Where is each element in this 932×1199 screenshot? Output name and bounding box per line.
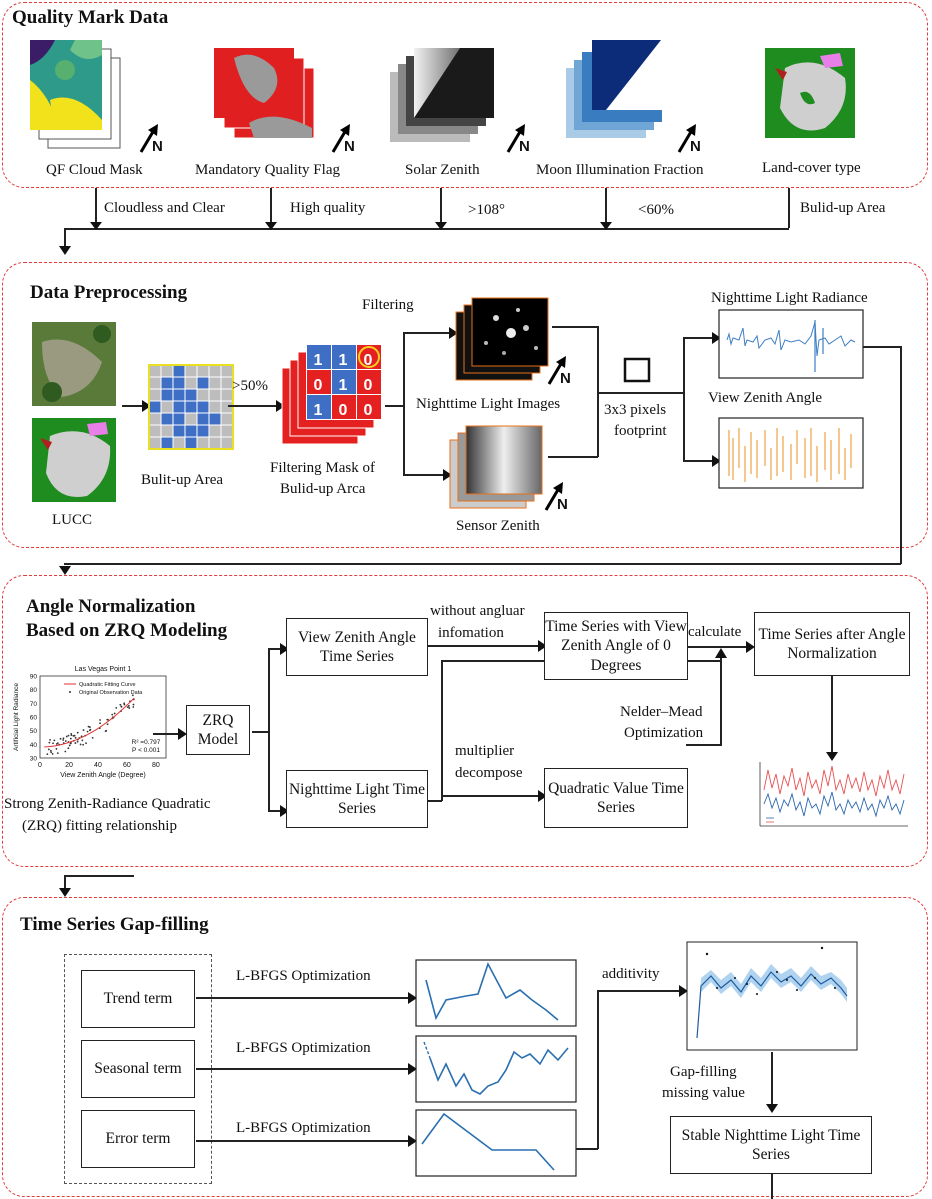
y-tick-label: 30 <box>29 755 37 763</box>
arrow-down-icon <box>435 222 447 230</box>
scatter-point <box>92 737 94 739</box>
north-label: N <box>344 138 355 155</box>
x-tick-label: 20 <box>65 762 73 769</box>
quad-value-box: Quadratic Value Time Series <box>544 768 688 828</box>
legend-dot <box>69 691 71 693</box>
grid-cell <box>209 425 221 437</box>
mask-cell: 1 <box>338 352 348 369</box>
y-tick-label: 60 <box>29 714 37 722</box>
flow-line <box>196 997 410 999</box>
scatter-point <box>107 723 109 725</box>
grid-cell <box>161 401 173 413</box>
zrq-model-box: ZRQ Model <box>186 705 250 755</box>
scatter-point <box>74 735 76 737</box>
ts-zero-box: Time Series with View Zenith Angle of 0 Degrees <box>544 612 688 680</box>
scatter-point <box>64 751 66 753</box>
scatter-point <box>66 736 68 738</box>
scatter-point <box>50 750 52 752</box>
preprocessing-title: Data Preprocessing <box>30 282 188 303</box>
satellite-image <box>32 322 116 406</box>
grid-cell <box>173 413 185 425</box>
scatter-point <box>57 752 59 754</box>
angle-title-2: Based on ZRQ Modeling <box>26 620 228 641</box>
grid-cell <box>209 377 221 389</box>
additivity-label: additivity <box>602 966 660 982</box>
condition-high-quality: High quality <box>290 200 366 216</box>
gap-label-2: missing value <box>662 1085 745 1101</box>
flow-line <box>788 188 790 228</box>
flow-line <box>686 744 721 746</box>
scatter-point <box>49 739 51 741</box>
grid-cell <box>197 389 209 401</box>
grid-cell <box>221 425 233 437</box>
flow-line <box>441 795 539 797</box>
y-axis-label: Artificial Light Radiance <box>13 683 20 751</box>
flow-line <box>252 731 269 733</box>
flow-line <box>228 405 278 407</box>
grid-cell <box>209 413 221 425</box>
y-tick-label: 40 <box>29 741 37 749</box>
flow-line <box>441 660 443 801</box>
north-label: N <box>560 370 571 387</box>
condition-moon: <60% <box>638 202 674 218</box>
scatter-point <box>50 751 52 753</box>
scatter-point <box>80 744 82 746</box>
scatter-point <box>62 739 64 741</box>
scatter-point <box>70 743 72 745</box>
footprint-label-1: 3x3 pixels <box>604 402 667 418</box>
scatter-point <box>132 706 134 708</box>
grid-cell <box>185 401 197 413</box>
scatter-point <box>70 738 72 740</box>
builtup-grid <box>148 364 234 450</box>
grid-cell <box>221 401 233 413</box>
flow-line <box>863 346 901 348</box>
scatter-point <box>111 714 113 716</box>
flow-line <box>64 563 901 565</box>
x-tick-label: 80 <box>152 762 160 769</box>
scatter-point <box>77 741 79 743</box>
flow-line <box>196 1140 410 1142</box>
x-tick-label: 0 <box>38 762 42 769</box>
scatter-point <box>105 730 107 732</box>
error-chart <box>416 1110 576 1176</box>
flow-line <box>268 648 270 811</box>
scatter-point <box>56 748 58 750</box>
trend-chart <box>416 960 576 1026</box>
flow-line <box>576 1148 598 1150</box>
scatter-point <box>69 745 71 747</box>
nelder-1: Nelder–Mead <box>620 704 703 720</box>
flow-line <box>403 332 451 334</box>
grid-cell <box>149 437 161 449</box>
x-tick-label: 40 <box>94 762 102 769</box>
scatter-point <box>115 707 117 709</box>
scatter-point <box>52 742 54 744</box>
mask-cell: 0 <box>313 377 323 394</box>
solar-zenith-stack <box>390 48 510 158</box>
scatter-point <box>74 742 76 744</box>
grid-cell <box>173 365 185 377</box>
grid-cell <box>209 365 221 377</box>
flow-line <box>688 646 748 648</box>
scatter-point <box>123 702 125 704</box>
lbfgs-label-3: L-BFGS Optimization <box>236 1120 371 1136</box>
multiplier-2: decompose <box>455 765 523 781</box>
flow-line <box>548 456 598 458</box>
grid-cell <box>185 425 197 437</box>
legend-entry: Original Observation Data <box>79 690 143 696</box>
grid-cell <box>209 389 221 401</box>
land-cover-map <box>765 48 855 138</box>
scatter-point <box>81 739 83 741</box>
scatter-point <box>87 731 89 733</box>
normalized-series-chart <box>752 760 912 834</box>
grid-cell <box>161 413 173 425</box>
zrq-scatter-plot <box>10 662 175 782</box>
y-tick-label: 50 <box>29 728 37 736</box>
gapfill-title: Time Series Gap-filling <box>20 914 209 935</box>
ntl-images-stack <box>456 298 552 384</box>
scatter-point <box>63 737 65 739</box>
nelder-2: Optimization <box>624 725 704 741</box>
reconstructed-series-chart <box>687 942 857 1050</box>
scatter-point <box>67 747 69 749</box>
arrow-down-icon <box>265 222 277 230</box>
scatter-point <box>119 704 121 706</box>
scatter-point <box>128 707 130 709</box>
y-tick-label: 70 <box>29 700 37 708</box>
flow-line <box>597 990 599 1149</box>
flow-line <box>683 337 713 339</box>
grid-cell <box>173 389 185 401</box>
grid-cell <box>149 425 161 437</box>
scatter-point <box>99 719 101 721</box>
grid-cell <box>197 413 209 425</box>
scatter-point <box>68 735 70 737</box>
north-label: N <box>519 138 530 155</box>
mask-cell: 0 <box>338 402 348 419</box>
grid-cell <box>149 413 161 425</box>
mask-cell: 0 <box>363 402 373 419</box>
lbfgs-label-1: L-BFGS Optimization <box>236 968 371 984</box>
scatter-point <box>53 739 55 741</box>
scatter-point <box>89 726 91 728</box>
flow-line <box>831 676 833 754</box>
grid-cell <box>197 365 209 377</box>
grid-cell <box>185 389 197 401</box>
legend-entry: Quadratic Fitting Curve <box>79 682 136 688</box>
builtup-label: Bulit-up Area <box>141 472 224 488</box>
grid-cell <box>173 437 185 449</box>
footprint-square-icon <box>624 358 652 384</box>
lucc-label: LUCC <box>52 512 93 528</box>
gap-label-1: Gap-filling <box>670 1064 737 1080</box>
vza-series-box: View Zenith Angle Time Series <box>286 618 428 676</box>
grid-cell <box>173 425 185 437</box>
flow-line <box>428 800 442 802</box>
scatter-point <box>89 729 91 731</box>
lbfgs-label-2: L-BFGS Optimization <box>236 1040 371 1056</box>
footprint-label-2: footprint <box>614 423 667 439</box>
mask-cell: 0 <box>363 377 373 394</box>
north-label: N <box>152 138 163 155</box>
grid-cell <box>149 389 161 401</box>
flow-line <box>64 875 134 877</box>
flow-line <box>196 1068 410 1070</box>
scatter-point <box>127 706 129 708</box>
condition-builtup: Bulid-up Area <box>800 200 886 216</box>
x-axis-label: View Zenith Angle (Degree) <box>60 772 146 779</box>
flow-line <box>597 990 681 992</box>
scatter-title: Las Vegas Point 1 <box>74 666 132 673</box>
grid-cell <box>221 437 233 449</box>
without-angular-1: without angluar <box>430 603 525 619</box>
flow-line <box>771 1173 773 1199</box>
solar-zenith-label: Solar Zenith <box>405 162 480 178</box>
sensor-zenith-label: Sensor Zenith <box>456 518 540 534</box>
grid-cell <box>197 425 209 437</box>
flow-line <box>385 405 403 407</box>
north-label: N <box>557 496 568 513</box>
flow-line <box>552 326 598 328</box>
flow-line <box>683 460 713 462</box>
scatter-point <box>52 753 54 755</box>
arrow-down-icon <box>59 246 71 256</box>
qf-cloud-mask-label: QF Cloud Mask <box>46 162 143 178</box>
calculate-label: calculate <box>688 624 742 640</box>
scatter-point <box>57 742 59 744</box>
mask-cell: 1 <box>313 402 323 419</box>
scatter-point <box>85 742 87 744</box>
ts-after-box: Time Series after Angle Normalization <box>754 612 910 676</box>
flow-line <box>403 332 405 474</box>
view-zenith-label: View Zenith Angle <box>708 390 823 406</box>
y-tick-label: 90 <box>29 673 37 681</box>
moon-illumination-label: Moon Illumination Fraction <box>536 162 704 178</box>
arrow-down-icon <box>90 222 102 230</box>
ntl-series-box: Nighttime Light Time Series <box>286 770 428 828</box>
flow-line <box>683 337 685 461</box>
grid-cell <box>173 401 185 413</box>
multiplier-1: multiplier <box>455 743 515 759</box>
scatter-point <box>114 713 116 715</box>
flow-line <box>153 733 179 735</box>
mask-cell: 0 <box>363 352 373 369</box>
condition-solar: >108° <box>468 202 505 218</box>
grid-cell <box>197 377 209 389</box>
stable-series-box: Stable Nighttime Light Time Series <box>670 1116 872 1174</box>
grid-cell <box>221 413 233 425</box>
scatter-point <box>83 729 85 731</box>
scatter-point <box>82 744 84 746</box>
flow-line <box>64 228 789 230</box>
quality-title: Quality Mark Data <box>12 7 169 28</box>
grid-cell <box>209 437 221 449</box>
north-label: N <box>690 138 701 155</box>
mask-label-1: Filtering Mask of <box>270 460 375 476</box>
grid-cell <box>221 365 233 377</box>
grid-cell <box>185 437 197 449</box>
flow-line <box>720 656 722 746</box>
grid-cell <box>185 413 197 425</box>
grid-cell <box>161 377 173 389</box>
view-zenith-chart <box>719 418 863 488</box>
grid-cell <box>209 401 221 413</box>
grid-cell <box>161 389 173 401</box>
flow-line <box>900 346 902 564</box>
quality-flag-stack <box>214 48 344 158</box>
arrow-down-icon <box>600 222 612 230</box>
zrq-caption-1: Strong Zenith-Radiance Quadratic <box>4 796 211 812</box>
flow-line <box>428 645 540 647</box>
lucc-map <box>32 418 116 502</box>
scatter-point <box>99 722 101 724</box>
r2-label: R² =0.797 <box>131 739 161 746</box>
error-term-box: Error term <box>81 1110 195 1168</box>
ntl-images-label: Nighttime Light Images <box>416 396 561 412</box>
without-angular-2: infomation <box>438 625 504 641</box>
land-cover-label: Land-cover type <box>762 160 861 176</box>
flow-line <box>771 1052 773 1107</box>
scatter-point <box>133 704 135 706</box>
scatter-point <box>106 719 108 721</box>
scatter-point <box>65 740 67 742</box>
mask-cell: 1 <box>338 377 348 394</box>
seasonal-chart <box>416 1036 576 1102</box>
arrow-up-icon <box>715 648 727 658</box>
y-tick-label: 80 <box>29 687 37 695</box>
scatter-point <box>60 738 62 740</box>
scatter-point <box>48 742 50 744</box>
grid-cell <box>161 365 173 377</box>
mask-label-2: Bulid-up Arca <box>280 481 366 497</box>
x-tick-label: 60 <box>123 762 131 769</box>
scatter-point <box>77 732 79 734</box>
grid-cell <box>149 377 161 389</box>
scatter-point <box>46 753 48 755</box>
zrq-caption-2: (ZRQ) fitting relationship <box>22 818 177 834</box>
flow-line <box>597 392 683 394</box>
arrow-down-icon <box>766 1104 778 1114</box>
filtering-label: Filtering <box>362 297 414 313</box>
grid-cell <box>185 365 197 377</box>
angle-title-1: Angle Normalization <box>26 596 196 617</box>
threshold-label: >50% <box>232 378 268 394</box>
grid-cell <box>197 401 209 413</box>
ntl-radiance-chart <box>719 310 863 378</box>
scatter-point <box>75 737 77 739</box>
grid-cell <box>149 365 161 377</box>
scatter-point <box>71 734 73 736</box>
grid-cell <box>173 377 185 389</box>
grid-cell <box>185 377 197 389</box>
flow-line <box>122 405 144 407</box>
grid-cell <box>197 437 209 449</box>
grid-cell <box>161 425 173 437</box>
p-label: P < 0.001 <box>132 747 160 754</box>
mandatory-quality-flag-label: Mandatory Quality Flag <box>195 162 340 178</box>
grid-cell <box>149 401 161 413</box>
grid-cell <box>161 437 173 449</box>
flow-line <box>403 474 445 476</box>
moon-illumination-stack <box>566 40 686 150</box>
trend-term-box: Trend term <box>81 970 195 1028</box>
seasonal-term-box: Seasonal term <box>81 1040 195 1098</box>
sensor-zenith-stack <box>450 426 546 512</box>
condition-cloudless: Cloudless and Clear <box>104 200 225 216</box>
scatter-point <box>120 705 122 707</box>
scatter-point <box>48 749 50 751</box>
ntl-radiance-label: Nighttime Light Radiance <box>711 290 868 306</box>
mask-cell: 1 <box>313 352 323 369</box>
